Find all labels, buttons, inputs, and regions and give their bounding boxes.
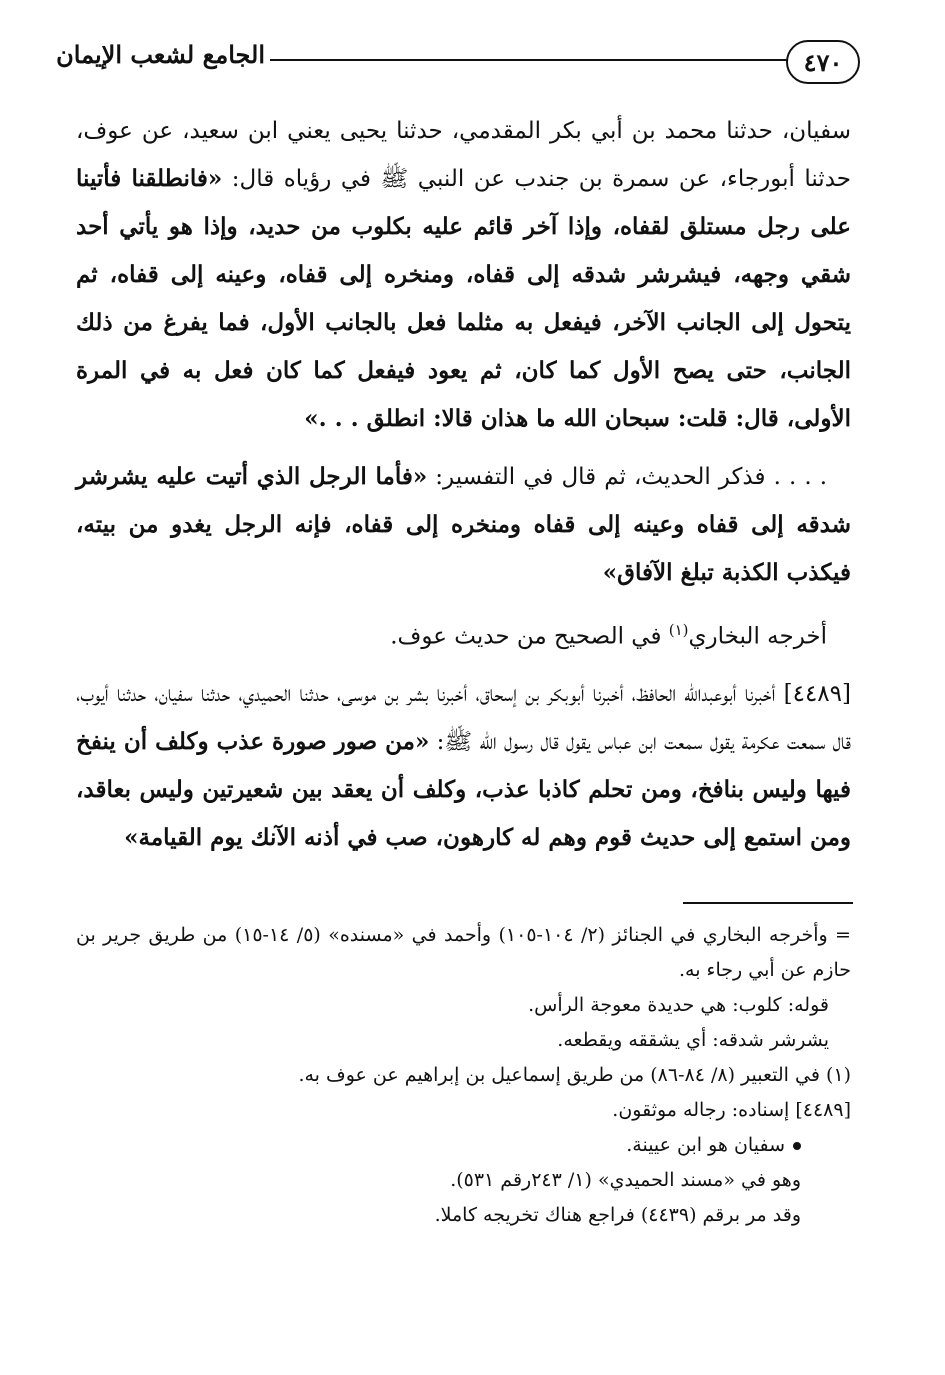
paragraph-2: [76, 453, 851, 597]
paragraph-3-text-after: في الصحيح من حديث عوف.: [390, 623, 669, 650]
paragraph-3-text: أخرجه البخاري: [688, 623, 827, 650]
hadith-4489-isnad: [٤٤٨٩] أخبرنا أبوعبدالله الحافظ، أخبرنا أبوبكر بن إسحاق، أخبرنا بشر بن موسى، حدثنا الحميدي، حدثنا سفيان، حدثنا أيوب، قال سمعت عكرمة يقول سمعت ابن عباس يقول قال رسول الله ﷺ:: [76, 680, 851, 755]
footnote-4489: [٤٤٨٩] إسناده: رجاله موثقون.: [612, 1099, 851, 1121]
header-rule: [270, 59, 788, 61]
footnote-gloss-1: قوله: كلوب: هي حديدة معوجة الرأس.: [528, 994, 829, 1016]
main-text: [76, 108, 851, 862]
footnote-ref: (١): [668, 621, 689, 639]
paragraph-3: [76, 607, 851, 661]
footnote-bullet-text: سفيان هو ابن عيينة.: [626, 1134, 785, 1156]
running-title: الجامع لشعب الإيمان: [56, 40, 265, 69]
page-number: ٤٧٠: [786, 40, 860, 84]
bullet-icon: [793, 1142, 801, 1150]
hadith-4489: [76, 671, 851, 862]
hadith-4489-matn: «من صور صورة عذب وكلف أن ينفخ فيها وليس بنافخ، ومن تحلم كاذبا عذب، وكلف أن يعقد بين شعيرتين وليس بعاقد، ومن استمع إلى حديث قوم وهم له كارهون، صب في أذنه الآنك يوم القيامة»: [75, 727, 851, 851]
footnote-bullet-item: [76, 1128, 851, 1163]
paragraph-1-quote: «فانطلقنا فأتينا على رجل مستلق لقفاه، وإذا آخر قائم عليه بكلوب من حديد، وإذا هو يأتي أحد شقي وجهه، فيشرشر شدقه إلى قفاه، ومنخره إلى قفاه، وعينه إلى قفاه، ثم يتحول إلى الجانب الآخر، فيفعل به مثلما فعل بالجانب الأول، فما يفرغ من ذلك الجانب، حتى يصح الأول كما كان، ثم يعود فيفعل كما كان فعل به في المرة الأولى، قال: قلت: سبحان الله ما هذان قالا: انطلق . . .»: [76, 165, 851, 432]
footnote-humaydi: وهو في «مسند الحميدي» (١/ ٢٤٣رقم ٥٣١).: [450, 1169, 801, 1191]
footnotes: [76, 918, 851, 1233]
paragraph-2-text: . . . . فذكر الحديث، ثم قال في التفسير:: [427, 464, 828, 490]
footnote-separator: [683, 902, 853, 904]
paragraph-2-quote: «فأما الرجل الذي أتيت عليه يشرشر شدقه إلى قفاه وعينه إلى قفاه ومنخره إلى قفاه، فإنه الرجل يغدو من بيته، فيكذب الكذبة تبلغ الآفاق»: [76, 463, 851, 586]
footnote-1: (١) في التعبير (٨/ ٨٤-٨٦) من طريق إسماعيل بن إبراهيم عن عوف به.: [298, 1064, 851, 1086]
footnote-gloss-2: يشرشر شدقه: أي يشققه ويقطعه.: [557, 1029, 829, 1051]
paragraph-1: [76, 108, 851, 443]
footnote-continued: = وأخرجه البخاري في الجنائز (٢/ ١٠٤-١٠٥) وأحمد في «مسنده» (٥/ ١٤-١٥) من طريق جرير بن حازم عن أبي رجاء به.: [76, 924, 851, 981]
page-header: [56, 36, 860, 86]
footnote-cross-ref: وقد مر برقم (٤٤٣٩) فراجع هناك تخريجه كاملا.: [434, 1204, 801, 1226]
paragraph-1-text: سفيان، حدثنا محمد بن أبي بكر المقدمي، حدثنا يحيى يعني ابن سعيد، عن عوف، حدثنا أبورجاء، عن سمرة بن جندب عن النبي ﷺ في رؤياه قال:: [76, 118, 851, 192]
